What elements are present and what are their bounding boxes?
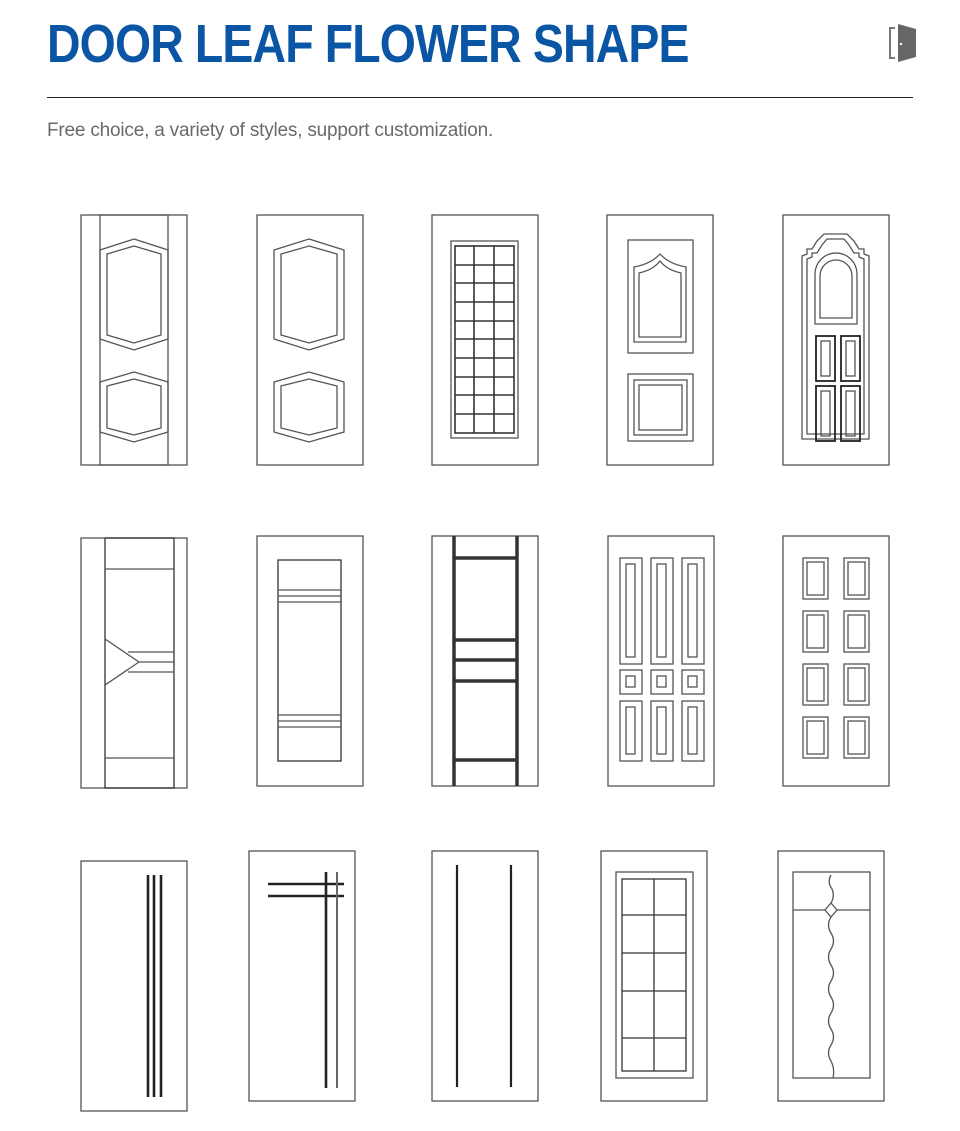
door-design-4 <box>606 214 714 466</box>
door-design-14 <box>600 850 708 1102</box>
page-subtitle: Free choice, a variety of styles, support customization. <box>47 120 494 141</box>
header-divider <box>47 97 913 98</box>
door-design-15 <box>777 850 885 1102</box>
page-title: DOOR LEAF FLOWER SHAPE <box>47 14 689 74</box>
door-design-6 <box>80 537 188 789</box>
door-design-10 <box>782 535 890 787</box>
door-design-12 <box>248 850 356 1102</box>
door-design-5 <box>782 214 890 466</box>
door-design-7 <box>256 535 364 787</box>
door-design-2 <box>256 214 364 466</box>
open-door-icon <box>886 20 920 62</box>
door-design-11 <box>80 860 188 1112</box>
door-design-8 <box>431 535 539 787</box>
door-design-9 <box>607 535 715 787</box>
door-design-13 <box>431 850 539 1102</box>
door-design-3 <box>431 214 539 466</box>
door-design-1 <box>80 214 188 466</box>
